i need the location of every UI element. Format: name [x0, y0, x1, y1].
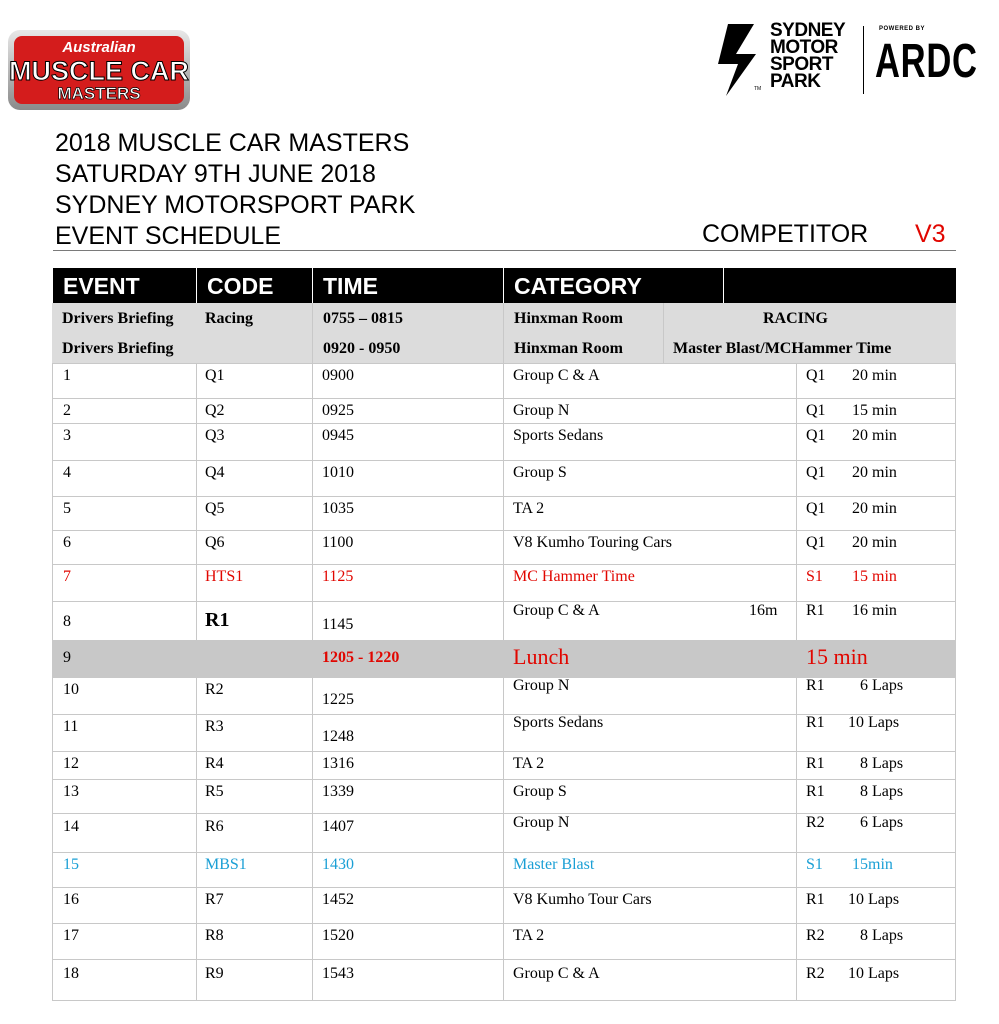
row-code: R6 — [205, 818, 224, 835]
row-duration: 20 min — [852, 500, 897, 517]
svg-text:MASTERS: MASTERS — [57, 84, 141, 103]
logo-divider — [863, 26, 864, 94]
row-session: S1 — [806, 856, 823, 873]
row-session: Q1 — [806, 464, 826, 481]
row-time: 1035 — [322, 500, 354, 517]
briefing-time: 0920 - 0950 — [323, 340, 401, 357]
row-category: Group N — [513, 402, 570, 419]
row-code: R7 — [205, 891, 224, 908]
row-duration: 16 min — [852, 602, 897, 619]
table-row — [52, 887, 956, 924]
row-code: R3 — [205, 718, 224, 735]
row-time: 1316 — [322, 755, 354, 772]
table-cell — [503, 496, 796, 530]
table-row — [52, 496, 956, 531]
table-cell — [52, 496, 196, 530]
briefing-row — [52, 333, 956, 364]
row-category: Sports Sedans — [513, 427, 604, 444]
row-duration: 10 Laps — [848, 965, 900, 982]
row-event: 7 — [63, 568, 71, 585]
table-cell — [196, 640, 312, 677]
row-category: Master Blast — [513, 856, 595, 873]
row-duration: 20 min — [852, 534, 897, 551]
table-row — [52, 923, 956, 960]
smp-trademark: TM — [754, 86, 762, 92]
table-header-row — [52, 268, 956, 304]
table-row — [52, 601, 956, 641]
row-event: 11 — [63, 718, 79, 735]
row-code: MBS1 — [205, 856, 247, 873]
heading-rule — [53, 250, 956, 251]
row-time: 1430 — [322, 856, 354, 873]
row-code: Q1 — [205, 367, 225, 384]
row-duration: 15min — [852, 856, 893, 873]
briefing-time-cell — [312, 333, 503, 363]
header-time: TIME — [323, 273, 378, 299]
table-cell — [52, 640, 196, 677]
row-duration: 20 min — [852, 464, 897, 481]
svg-text:Australian: Australian — [62, 39, 136, 56]
header-cell — [52, 268, 196, 303]
row-code: R4 — [205, 755, 224, 772]
row-session: Q1 — [806, 427, 826, 444]
row-code: Q2 — [205, 402, 225, 419]
row-duration: 15 min — [852, 402, 897, 419]
briefing-location-cell — [503, 303, 663, 333]
row-time: 1452 — [322, 891, 354, 908]
row-code: Q3 — [205, 427, 225, 444]
row-session: S1 — [806, 568, 823, 585]
row-event: 13 — [63, 783, 79, 800]
row-session: Q1 — [806, 367, 826, 384]
row-category: TA 2 — [513, 927, 545, 944]
row-category: V8 Kumho Touring Cars — [513, 534, 673, 551]
row-session: R1 — [806, 783, 825, 800]
document-heading — [55, 128, 415, 252]
row-event: 2 — [63, 402, 71, 419]
row-event: 4 — [63, 464, 71, 481]
muscle-car-masters-logo-graphic — [6, 28, 192, 112]
row-duration: 8 Laps — [860, 783, 904, 800]
row-session: R1 — [806, 755, 825, 772]
row-time: 1248 — [322, 728, 354, 745]
row-event: 6 — [63, 534, 71, 551]
header-code: CODE — [207, 273, 274, 299]
muscle-car-masters-logo — [6, 28, 192, 112]
header-cell — [503, 268, 723, 303]
row-session: Q1 — [806, 402, 826, 419]
row-category: Lunch — [513, 644, 570, 669]
table-cell — [52, 423, 196, 460]
header-category: CATEGORY — [514, 273, 642, 299]
row-duration: 6 Laps — [860, 677, 904, 694]
table-row — [52, 959, 956, 1001]
row-category: V8 Kumho Tour Cars — [513, 891, 652, 908]
row-session: R1 — [806, 602, 825, 619]
row-category: TA 2 — [513, 500, 545, 517]
row-code: R1 — [205, 609, 230, 631]
row-time: 1205 - 1220 — [322, 649, 400, 666]
briefing-event: Drivers Briefing — [62, 340, 174, 357]
row-event: 12 — [63, 755, 79, 772]
row-category: Group N — [513, 677, 570, 694]
heading-line-1: 2018 MUSCLE CAR MASTERS — [55, 129, 410, 157]
row-code: R9 — [205, 965, 224, 982]
table-row — [52, 363, 956, 399]
heading-line-3: SYDNEY MOTORSPORT PARK — [55, 191, 416, 219]
row-time: 0925 — [322, 402, 354, 419]
row-duration: 8 Laps — [860, 755, 904, 772]
table-cell — [503, 751, 796, 779]
row-category: Group C & A — [513, 965, 600, 982]
briefing-group-cell — [663, 303, 956, 333]
row-extra: 16m — [749, 602, 778, 619]
header-cell — [723, 268, 956, 303]
row-code: Q6 — [205, 534, 225, 551]
row-session: R2 — [806, 814, 825, 831]
row-category: Group S — [513, 464, 567, 481]
table-row — [52, 751, 956, 780]
row-event: 8 — [63, 613, 71, 630]
row-session: R1 — [806, 677, 825, 694]
row-duration: 10 Laps — [848, 891, 900, 908]
row-duration: 8 Laps — [860, 927, 904, 944]
row-time: 1407 — [322, 818, 354, 835]
table-cell — [52, 564, 196, 601]
briefing-code: Racing — [205, 310, 253, 327]
row-time: 1145 — [322, 616, 354, 633]
row-time: 1100 — [322, 534, 354, 551]
table-cell — [52, 530, 196, 564]
table-row — [52, 813, 956, 853]
table-row — [52, 677, 956, 715]
header-event: EVENT — [63, 273, 140, 299]
row-event: 1 — [63, 367, 71, 384]
row-event: 10 — [63, 681, 79, 698]
table-cell — [52, 601, 196, 640]
table-cell — [52, 398, 196, 423]
row-time: 0900 — [322, 367, 354, 384]
table-row — [52, 398, 956, 424]
row-duration: 20 min — [852, 427, 897, 444]
row-duration: 10 Laps — [848, 714, 900, 731]
table-row — [52, 564, 956, 602]
table-row — [52, 714, 956, 752]
briefing-row — [52, 303, 956, 334]
row-session: Q1 — [806, 534, 826, 551]
competitor-label: COMPETITOR — [702, 220, 869, 248]
table-row — [52, 423, 956, 461]
row-code: R2 — [205, 681, 224, 698]
smp-ardc-logo — [714, 20, 978, 98]
row-time: 1125 — [322, 568, 354, 585]
row-session: R1 — [806, 714, 825, 731]
row-time: 1010 — [322, 464, 354, 481]
row-category: MC Hammer Time — [513, 568, 635, 585]
row-event: 5 — [63, 500, 71, 517]
header-cell — [312, 268, 503, 303]
svg-text:MUSCLE CAR: MUSCLE CAR — [9, 56, 189, 86]
row-category: Group N — [513, 814, 570, 831]
row-time: 1339 — [322, 783, 354, 800]
table-row — [52, 779, 956, 814]
briefing-group: Master Blast/MCHammer Time — [673, 340, 892, 357]
row-category: Group C & A — [513, 367, 600, 384]
row-time: 1520 — [322, 927, 354, 944]
row-duration: 15 min — [852, 568, 897, 585]
powered-by-label: POWERED BY — [879, 26, 926, 32]
table-row — [52, 852, 956, 888]
table-row — [52, 640, 956, 678]
row-duration: 20 min — [852, 367, 897, 384]
header-cell — [196, 268, 312, 303]
briefing-location: Hinxman Room — [514, 340, 623, 357]
row-code: HTS1 — [205, 568, 244, 585]
table-row — [52, 530, 956, 565]
row-category: Group S — [513, 783, 567, 800]
smp-wordmark: SYDNEY MOTOR SPORT PARK — [770, 20, 846, 92]
row-event: 15 — [63, 856, 79, 873]
table-cell — [503, 923, 796, 959]
row-event: 9 — [63, 649, 71, 666]
row-session: R2 — [806, 927, 825, 944]
version-label: V3 — [915, 220, 946, 248]
row-session: R1 — [806, 891, 825, 908]
row-code: Q5 — [205, 500, 225, 517]
briefing-location-cell — [503, 333, 663, 363]
table-cell — [52, 460, 196, 496]
table-cell — [52, 363, 196, 398]
row-category: TA 2 — [513, 755, 545, 772]
row-time: 0945 — [322, 427, 354, 444]
row-code: R8 — [205, 927, 224, 944]
briefing-event: Drivers Briefing — [62, 310, 174, 327]
heading-line-2: SATURDAY 9TH JUNE 2018 — [55, 160, 376, 188]
row-event: 14 — [63, 818, 79, 835]
row-category: Group C & A — [513, 602, 600, 619]
row-time: 1225 — [322, 691, 354, 708]
row-code: R5 — [205, 783, 224, 800]
heading-line-4: EVENT SCHEDULE — [55, 222, 281, 250]
row-session: Q1 — [806, 500, 826, 517]
row-session: 15 min — [806, 644, 868, 669]
row-event: 3 — [63, 427, 71, 444]
briefing-time-cell — [312, 303, 503, 333]
briefing-location: Hinxman Room — [514, 310, 623, 327]
row-event: 16 — [63, 891, 79, 908]
briefing-time: 0755 – 0815 — [323, 310, 403, 327]
briefing-group-cell — [663, 333, 956, 363]
row-duration: 6 Laps — [860, 814, 904, 831]
row-code: Q4 — [205, 464, 225, 481]
row-event: 18 — [63, 965, 79, 982]
event-schedule-table — [52, 268, 956, 1000]
row-category: Sports Sedans — [513, 714, 604, 731]
row-time: 1543 — [322, 965, 354, 982]
ardc-wordmark: ARDC — [875, 35, 978, 88]
row-event: 17 — [63, 927, 79, 944]
table-row — [52, 460, 956, 497]
row-session: R2 — [806, 965, 825, 982]
briefing-group: RACING — [763, 310, 828, 327]
